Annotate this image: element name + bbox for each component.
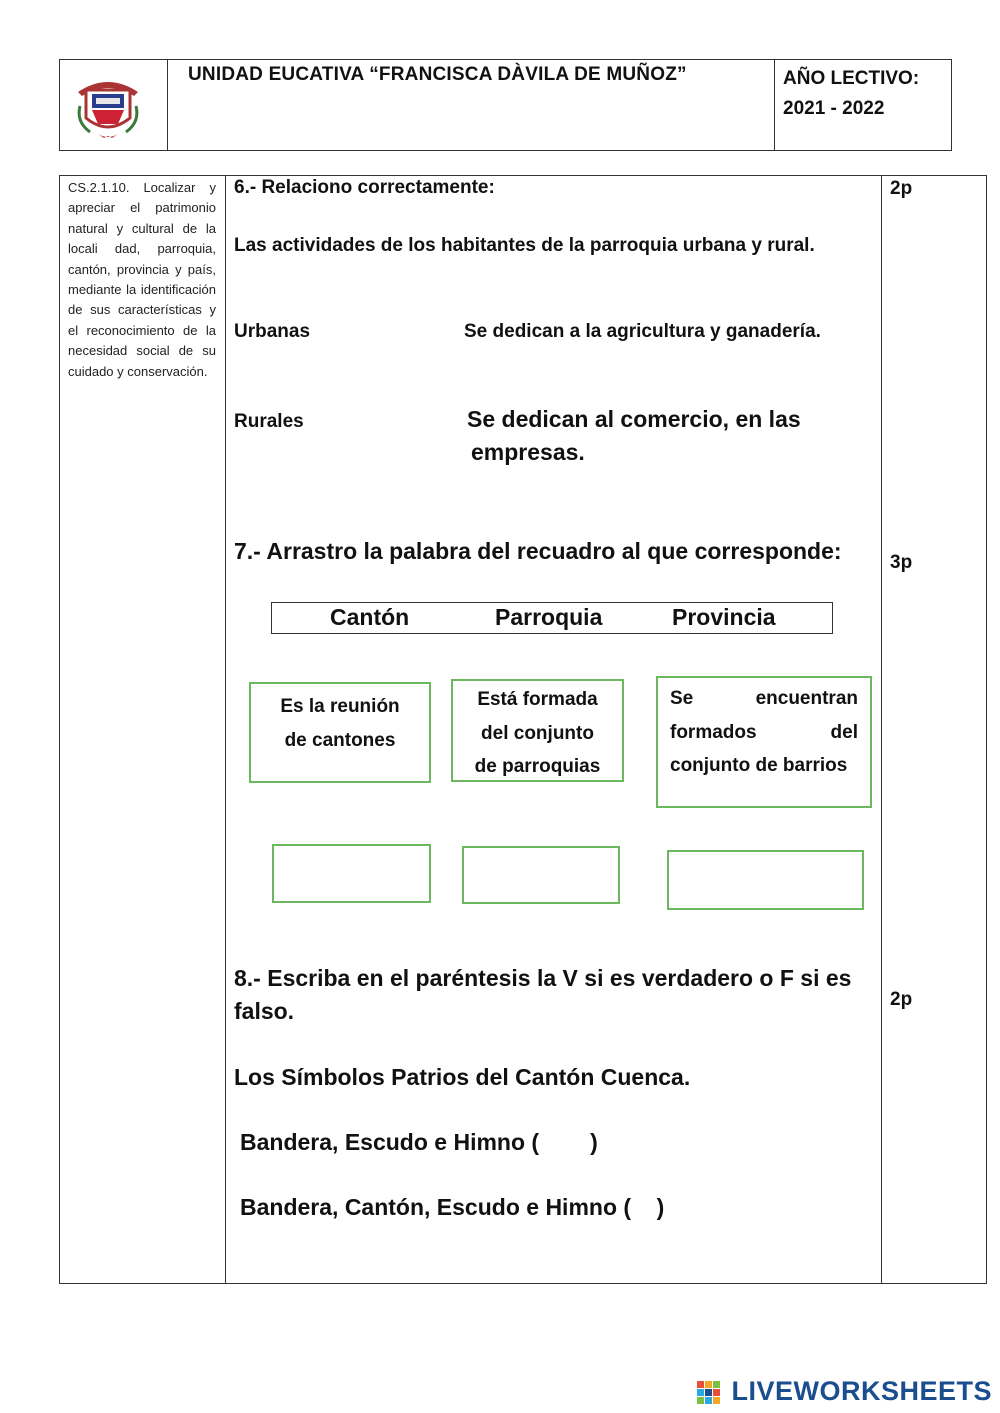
description-line: del conjunto — [481, 722, 594, 744]
skill-column — [60, 176, 226, 1283]
description-box — [451, 679, 624, 782]
year-label: AÑO LECTIVO: — [783, 68, 920, 89]
q6-left-rurales[interactable]: Rurales — [234, 411, 304, 432]
q8-title-cont: falso. — [234, 998, 295, 1024]
liveworksheets-logo-icon — [697, 1381, 721, 1405]
description-line: de parroquias — [474, 756, 601, 777]
drop-box-3[interactable] — [667, 850, 864, 910]
q6-left-urbanas[interactable]: Urbanas — [234, 321, 311, 342]
points-column — [881, 176, 986, 1283]
school-year — [775, 60, 951, 150]
year-value: 2021 - 2022 — [783, 98, 885, 119]
q6-instruction: Las actividades de los habitantes de la parroquia urbana y rural. — [234, 235, 815, 256]
word-bank — [271, 602, 833, 634]
description-line: Está formada — [477, 689, 598, 710]
description-box — [249, 682, 431, 783]
word-canton[interactable]: Cantón — [330, 604, 410, 630]
school-name: UNIDAD EUCATIVA “FRANCISCA DÀVILA DE MUÑOZ” — [168, 60, 775, 150]
description-line: de cantones — [284, 729, 396, 751]
q7-title: 7.- Arrastro la palabra del recuadro al que corresponde: — [234, 538, 842, 564]
q8-item-1[interactable]: Bandera, Escudo e Himno ( ) — [240, 1129, 598, 1155]
q6-right-comercio[interactable]: Se dedican al comercio, en las — [467, 406, 801, 432]
q6-right-comercio-cont[interactable]: empresas. — [471, 439, 585, 465]
description-line: Es la reunión — [280, 696, 400, 717]
skill-text: CS.2.1.10. Localizar y apreciar el patrimonio natural y cultural de la locali dad, parroquia, cantón, provincia y país, mediante la identificación de sus características y el reconocimiento de la necesidad social de su cuidado y conservación. — [68, 180, 216, 379]
liveworksheets-brand: LIVEWORKSHEETS — [731, 1376, 992, 1406]
logo-cell — [60, 60, 168, 150]
drop-box-2[interactable] — [462, 846, 620, 904]
description-line: Se encuentran — [670, 688, 858, 709]
q8-points: 2p — [890, 989, 913, 1010]
q7-points: 3p — [890, 552, 913, 573]
q8-subtitle: Los Símbolos Patrios del Cantón Cuenca. — [234, 1064, 691, 1090]
school-crest-icon — [72, 70, 144, 142]
q6-points: 2p — [890, 178, 913, 199]
header-table — [59, 59, 952, 151]
q8-title: 8.- Escriba en el paréntesis la V si es verdadero o F si es — [234, 965, 852, 991]
drop-box-1[interactable] — [272, 844, 431, 903]
word-parroquia[interactable]: Parroquia — [495, 604, 603, 630]
description-line: conjunto de barrios — [670, 755, 848, 776]
description-box — [656, 676, 872, 808]
description-line: formados del — [670, 721, 858, 743]
word-provincia[interactable]: Provincia — [672, 604, 776, 630]
q6-right-agricultura[interactable]: Se dedican a la agricultura y ganadería. — [464, 321, 821, 342]
q6-title: 6.- Relaciono correctamente: — [234, 177, 495, 198]
q8-item-2[interactable]: Bandera, Cantón, Escudo e Himno ( ) — [240, 1194, 665, 1220]
